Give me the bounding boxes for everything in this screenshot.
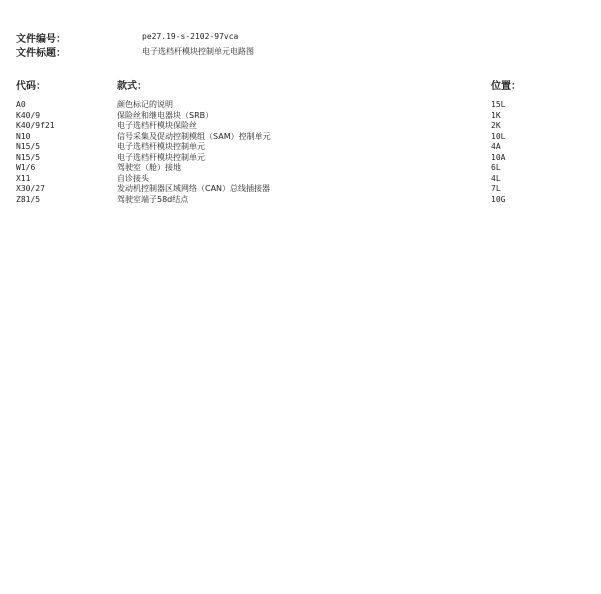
row-description: 发动机控制器区域网络（CAN）总线插接器 xyxy=(117,184,271,193)
row-code: K40/9f21 xyxy=(16,121,55,130)
row-code: X30/27 xyxy=(16,184,45,193)
row-location: 4L xyxy=(491,173,501,183)
row-code: A0 xyxy=(16,100,26,109)
table-row xyxy=(0,153,601,164)
column-header-code: 代码： xyxy=(16,81,46,92)
row-location: 6L xyxy=(491,163,501,172)
doc-number-value: pe27.19-s-2102-97vca xyxy=(142,32,239,41)
table-row xyxy=(0,142,601,153)
table-row xyxy=(0,121,601,132)
column-header-location: 位置： xyxy=(491,81,521,92)
doc-title-value: 电子选档杆模块控制单元电路图 xyxy=(142,47,254,56)
row-code: N15/5 xyxy=(16,142,41,151)
row-location: 2K xyxy=(491,121,501,130)
table-row xyxy=(0,111,601,122)
table-row xyxy=(0,100,601,111)
row-location: 15L xyxy=(491,100,506,109)
row-code: N10 xyxy=(16,131,31,141)
table-row xyxy=(0,132,601,143)
column-header-style: 款式： xyxy=(117,81,147,92)
row-code: X11 xyxy=(16,173,31,183)
table-row xyxy=(0,174,601,185)
row-description: 驾驶室（舱）接地 xyxy=(117,163,181,172)
row-location: 10G xyxy=(491,194,506,204)
row-location: 4A xyxy=(491,142,501,151)
row-code: W1/6 xyxy=(16,163,36,172)
row-description: 颜色标记的说明 xyxy=(117,100,173,109)
row-description: 电子选档杆模块控制单元 xyxy=(117,152,205,162)
table-row xyxy=(0,184,601,195)
row-location: 10A xyxy=(491,152,506,162)
row-description: 电子选档杆模块保险丝 xyxy=(117,121,197,130)
row-location: 7L xyxy=(491,184,501,193)
row-location: 10L xyxy=(491,131,506,141)
doc-title-label: 文件标题： xyxy=(16,48,66,59)
row-code: K40/9 xyxy=(16,110,41,120)
row-description: 信号采集及促动控制模组（SAM）控制单元 xyxy=(117,131,271,141)
row-code: Z81/5 xyxy=(16,194,41,204)
row-description: 保险丝和继电器块（SRB） xyxy=(117,110,214,120)
row-code: N15/5 xyxy=(16,152,41,162)
row-location: 1K xyxy=(491,110,501,120)
row-description: 自诊接头 xyxy=(117,173,149,183)
table-row xyxy=(0,195,601,206)
table-row xyxy=(0,163,601,174)
doc-number-label: 文件编号： xyxy=(16,34,66,45)
row-description: 驾驶室端子58d结点 xyxy=(117,194,189,204)
row-description: 电子选档杆模块控制单元 xyxy=(117,142,205,151)
components-table xyxy=(0,100,601,205)
